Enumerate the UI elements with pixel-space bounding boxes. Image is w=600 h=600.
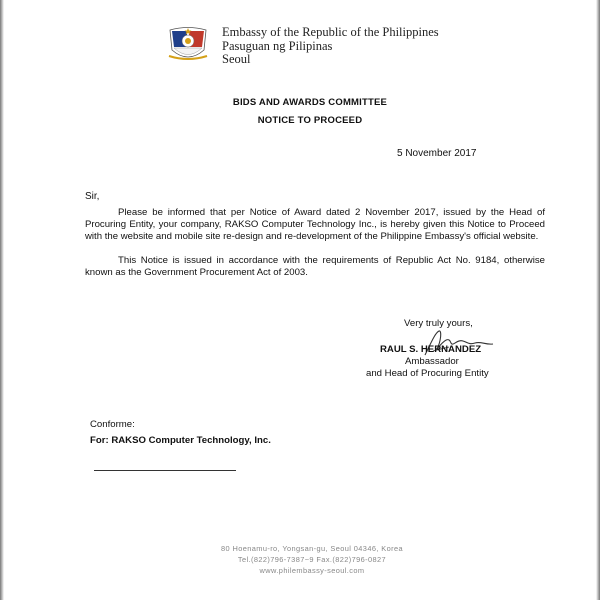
salutation: Sir,	[85, 191, 100, 202]
letter-date: 5 November 2017	[397, 148, 477, 159]
scan-edge-left	[0, 0, 4, 600]
philippine-coat-of-arms-icon	[166, 26, 210, 62]
body-paragraph-2: This Notice is issued in accordance with the requirements of Republic Act No. 9184, otherwise known as the Government Procurement Act of 2003.	[85, 255, 545, 278]
footer-address: 80 Hoenamu-ro, Yongsan-gu, Seoul 04346, Korea	[221, 544, 403, 553]
letterhead	[222, 26, 439, 67]
letterhead-embassy-name: Embassy of the Republic of the Philippines	[222, 25, 439, 39]
letterhead-city: Seoul	[222, 52, 251, 66]
notice-title: NOTICE TO PROCEED	[257, 115, 363, 126]
signatory-title-2: and Head of Procuring Entity	[366, 368, 489, 379]
committee-heading: BIDS AND AWARDS COMMITTEE	[232, 97, 388, 108]
footer-website: www.philembassy-seoul.com	[259, 566, 365, 575]
valediction: Very truly yours,	[404, 318, 473, 329]
letterhead-filipino-name: Pasuguan ng Pilipinas	[222, 38, 333, 53]
conforme-label: Conforme:	[90, 419, 135, 430]
footer-phone-fax: Tel.(822)796-7387~9 Fax.(822)796-0827	[237, 555, 387, 564]
signatory-title: Ambassador	[405, 356, 459, 367]
scan-edge-right	[596, 0, 600, 600]
conforme-signature-line	[94, 470, 236, 471]
signatory-name: RAUL S. HERNANDEZ	[380, 344, 482, 355]
conforme-company: For: RAKSO Computer Technology, Inc.	[90, 435, 271, 446]
body-paragraph-1: Please be informed that per Notice of Award dated 2 November 2017, issued by the Head of Procuring Entity, your company, RAKSO Computer Technology Inc., is hereby given this Notice to Proceed with the website and mobile site re-design and re-development of the Philippine Embassy's official website.	[85, 207, 545, 242]
